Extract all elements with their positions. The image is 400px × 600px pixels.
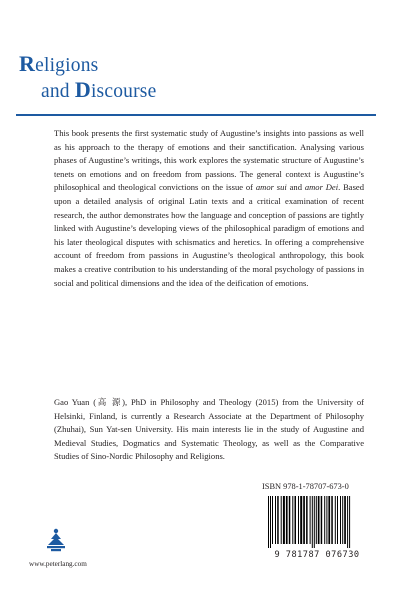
peter-lang-logo <box>45 528 67 554</box>
barcode-bar <box>292 496 293 544</box>
barcode-bar <box>283 496 285 544</box>
barcode-bar <box>328 496 330 544</box>
series-title-line2 <box>41 78 156 104</box>
barcode-bar <box>270 496 271 548</box>
description-text-and: and <box>286 182 305 193</box>
barcode-bar <box>298 496 299 544</box>
isbn-label: ISBN 978-1-78707-673-0 <box>262 482 349 491</box>
series-initial-d: D <box>74 77 91 102</box>
barcode-bar <box>347 496 348 548</box>
barcode-bar <box>340 496 341 544</box>
barcode-bar <box>314 496 315 548</box>
barcode-bar <box>289 496 291 544</box>
barcode-bar <box>268 496 269 548</box>
series-initial-r: R <box>19 51 36 76</box>
barcode-bar <box>316 496 317 544</box>
barcode-bar <box>295 496 297 544</box>
book-description <box>54 127 364 290</box>
barcode-bar <box>349 496 350 548</box>
barcode-bar <box>326 496 327 544</box>
series-title <box>19 52 156 104</box>
barcode-bar <box>342 496 343 544</box>
barcode-bar <box>324 496 325 544</box>
description-paragraph <box>54 127 364 290</box>
description-text-2: . Based upon a detailed analysis of original Latin texts and a critical examination of recent research, the author demonstrates how the language and conception of passions are tightly linked with Augustine’s developing views of the philosophical paradigm of emotions and his later theological disputes with schismatics and heretics. In offering a comprehensive account of freedom from passions in Augustine’s theological anthropology, this book makes a creative contribution to his understanding of the moral psychology of passions in social and political dimensions and the idea of the deification of emotions. <box>54 182 364 288</box>
description-italic-amor-sui: amor sui <box>255 182 287 193</box>
barcode-bar <box>321 496 323 544</box>
barcode-bars <box>262 494 372 550</box>
isbn-barcode <box>262 494 372 550</box>
series-word-religions: eligions <box>35 55 99 76</box>
barcode-bar <box>318 496 320 544</box>
barcode-bar <box>272 496 273 544</box>
barcode-digits: 9 781787 076730 <box>274 550 360 560</box>
barcode-bar <box>286 496 288 544</box>
barcode-bar <box>312 496 313 548</box>
description-italic-amor-dei: amor Dei <box>304 182 339 193</box>
description-text-1: This book presents the first systematic study of Augustine’s insights into passions as well as his approach to the therapy of emotions and their sanctification. Analysing various phases of Augustine’s writings, this work explores the systematic structure of Augustine’s tenets on emotions and on freedom from passions. The general context is Augustine’s philosophical and theological convictions on the issue of <box>54 128 364 193</box>
barcode-bar <box>344 496 346 544</box>
barcode-bar <box>310 496 311 544</box>
barcode-bar <box>306 496 308 544</box>
publisher-website[interactable]: www.peterlang.com <box>29 560 87 568</box>
barcode-bar <box>337 496 338 544</box>
barcode-bar <box>277 496 279 544</box>
series-word-discourse: iscourse <box>90 81 157 102</box>
barcode-bar <box>335 496 336 544</box>
barcode-bar <box>281 496 282 544</box>
barcode-bar <box>331 496 333 544</box>
author-bio <box>54 396 364 464</box>
barcode-bar <box>303 496 305 544</box>
author-bio-text: Gao Yuan (高 源), PhD in Philosophy and Theology (2015) from the University of Helsinki, Finland, is currently a Research Associate at the Department of Philosophy (Zhuhai), Sun Yat-sen University. His main interests lie in the study of Augustine and Medieval Studies, Dogmatics and Systematic Theology, as well as the Comparative Studies of Sino-Nordic Philosophy and Religions. <box>54 397 364 462</box>
series-title-line1 <box>19 52 156 78</box>
logo-icon <box>45 528 67 554</box>
barcode-bar <box>300 496 302 544</box>
divider-rule <box>16 114 376 116</box>
series-word-and: and <box>41 81 75 102</box>
barcode-bar <box>275 496 276 544</box>
